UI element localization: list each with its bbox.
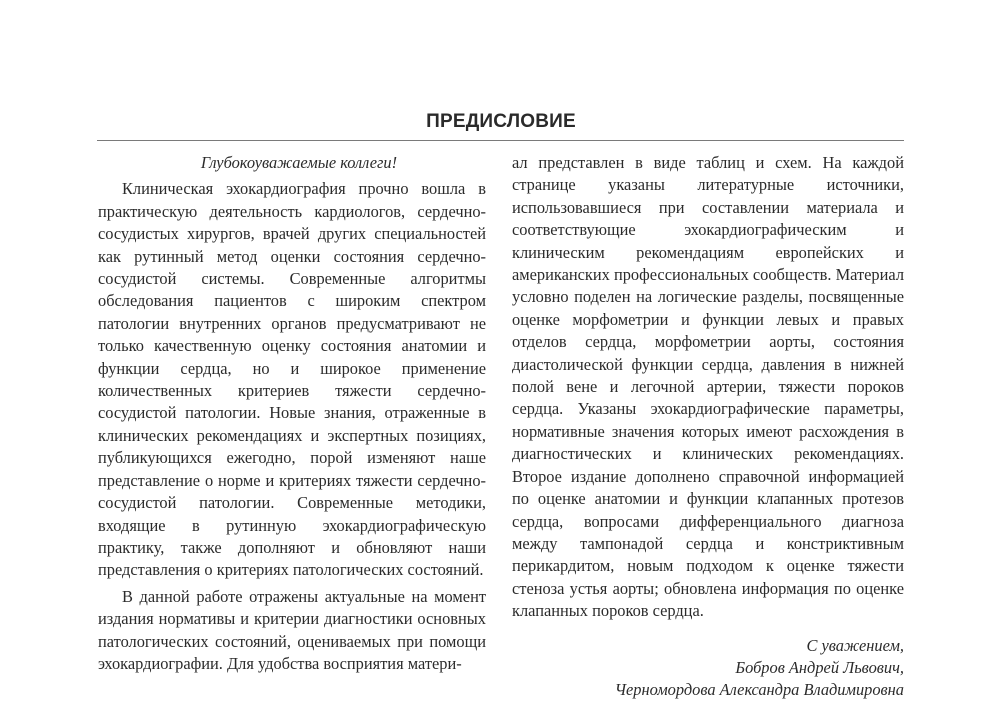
title-divider [97,140,904,141]
greeting: Глубокоуважаемые коллеги! [200,153,398,172]
page-title: ПРЕДИСЛОВИЕ [426,111,576,132]
paragraph-scope: В данной работе отражены актуальные на момент издания нормативы и критерии диагностики основных патологических состояний, оцениваемых при помощи эхокардиографии. Для удобства восприятия матери- [98,586,486,673]
signature-author-2: Черномордова Александра Владимировна [614,680,904,700]
signature-block [512,635,904,702]
paragraph-intro: Клиническая эхокардиография прочно вошла в практическую деятельность кардиологов, сердечно-сосудистых хирургов, врачей других специальностей как рутинный метод оценки состояния сердечно-сосудистой системы. Современные алгоритмы обследования пациентов с широким спектром патологии внутренних органов предусматривают не только качественную оценку состояния анатомии и функции сердца, но и широкое применение количественных критериев тяжести сердечно-сосудистой патологии. Новые знания, отраженные в клинических рекомендациях и экспертных позициях, публикующихся ежегодно, порой изменяют наше представление о норме и критериях тяжести сердечно-сосудистой патологии. Современные методики, входящие в рутинную эхокардиографическую практику, также дополняют и обновляют наши представления о критериях патологических состояний. [98,179,486,580]
right-column [512,152,904,702]
signature-author-1: Бобров Андрей Львович, [735,657,904,677]
paragraph-continued: ал представлен в виде таблиц и схем. На каждой странице указаны литературные источники, использовавшиеся при составлении материала и соответствующие эхокардиографическим и клиническим рекомендациям европейских и американских профессиональных сообществ. Материал условно поделен на логические разделы, посвященные оценке морфометрии и функции левых и правых отделов сердца, морфометрии аорты, состояния диастолической функции сердца, давления в нижней полой вене и легочной артерии, тяжести пороков сердца. Указаны эхокардиографические параметры, нормативные значения которых имеют расхождения в диагностических и клинических рекомендациях. Второе издание дополнено справочной информацией по оценке анатомии и функции клапанных протезов сердца, вопросами дифференциального диагноза между тампонадой сердца и констриктивным перикардитом, новым подходом к оценке тяжести стеноза устья аорты; обновлена информация по оценке клапанных пороков сердца. [512,153,904,621]
signature-closing: С уважением, [806,635,904,655]
left-column [98,152,486,675]
